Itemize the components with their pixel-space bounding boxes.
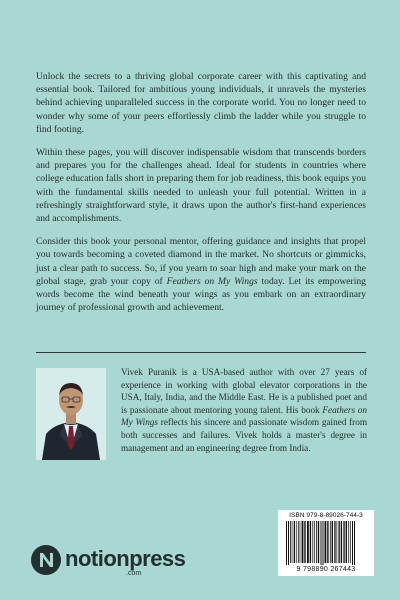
isbn-label: ISBN 979-8-89026-744-3	[289, 512, 363, 519]
publisher-domain-suffix: .com	[126, 570, 142, 577]
barcode-bar	[330, 521, 331, 563]
barcode-digits: 9 798890 267443	[296, 566, 356, 573]
barcode-bar	[348, 521, 349, 563]
barcode-bar	[288, 521, 289, 565]
barcode-bar	[304, 521, 305, 563]
author-photo	[36, 368, 106, 460]
barcode-bar	[296, 521, 297, 563]
barcode-bar	[323, 521, 324, 565]
barcode-bar	[310, 521, 311, 563]
barcode-bar	[346, 521, 347, 563]
barcode-bar	[298, 521, 299, 563]
barcode-bar	[307, 521, 309, 563]
isbn-barcode	[278, 510, 374, 576]
barcode-bar	[352, 521, 353, 565]
barcode-bar	[314, 521, 315, 563]
barcode-bar	[290, 521, 291, 563]
barcode-bar	[294, 521, 295, 563]
barcode-bar	[339, 521, 340, 563]
notionpress-n-icon	[30, 544, 62, 576]
blurb-paragraph-3-end: today. Let its empowering words become the wind beneath your wings as you embark on an extraordinary journey of professional growth and achievement.	[36, 275, 366, 314]
barcode-bar	[325, 521, 327, 563]
author-bio-text-end: reflects his sincere and passionate wisdom gained from both successes and failures. Vivek holds a master's degree in management and an engineering degree from India.	[121, 417, 367, 453]
barcode-bar	[334, 521, 335, 563]
barcode-bar	[341, 521, 342, 563]
barcode-bar	[286, 521, 287, 565]
barcode-bar	[327, 521, 328, 563]
section-divider	[36, 352, 366, 353]
publisher-logo	[30, 540, 186, 580]
author-bio-paragraph	[121, 366, 367, 454]
barcode-bar	[312, 521, 313, 563]
barcode-bar	[292, 521, 293, 563]
author-bio-text: Vivek Puranik is a USA-based author with over 27 years of experience in working with global elevator corporations in the USA, Italy, India, and the Middle East. He is a published poet and is passionate about mentoring young talent. His book	[121, 367, 367, 415]
barcode-bar	[350, 521, 351, 563]
blurb-paragraph-3-text: Consider this book your personal mentor, offering guidance and insights that propel you towards becoming a coveted diamond in the market. No shortcuts or gimmicks, just a clear path to success. So, if you yearn to soar high and make your mark on the global stage, grab your copy of	[36, 236, 366, 287]
author-bio-book-title: Feathers on My Wings	[121, 404, 367, 428]
back-cover-blurb	[36, 70, 366, 324]
barcode-bar	[332, 521, 333, 563]
barcode-bar	[318, 521, 319, 563]
author-portrait-image	[36, 368, 106, 460]
blurb-paragraph-1: Unlock the secrets to a thriving global corporate career with this captivating and essential book. Tailored for ambitious young individuals, it unravels the mysteries behind achieving unparalleled success in the corporate world. You no longer need to wonder why some of your peers effortlessly climb the ladder while you struggle to find footing.	[36, 71, 366, 135]
blurb-paragraph-2: Within these pages, you will discover indispensable wisdom that transcends borders and prepares you for the challenges ahead. Ideal for students in countries where college education falls short in preparing them for job readiness, this book equips you with the fundamental skills needed to unleash your full potential. Written in a refreshingly straightforward style, it draws upon the author's first-hand experiences and accomplishments.	[36, 147, 366, 225]
blurb-paragraph-3	[36, 235, 366, 314]
author-bio	[121, 366, 367, 454]
barcode-bar	[354, 521, 355, 565]
barcode-bar	[343, 521, 344, 563]
barcode-bar	[302, 521, 304, 563]
publisher-name: notionpress	[65, 546, 186, 571]
barcode-bar	[316, 521, 317, 563]
barcode-bar	[337, 521, 338, 563]
barcode-bar	[300, 521, 301, 563]
book-title-inline: Feathers on My Wings	[166, 275, 258, 287]
barcode-bar	[321, 521, 322, 565]
